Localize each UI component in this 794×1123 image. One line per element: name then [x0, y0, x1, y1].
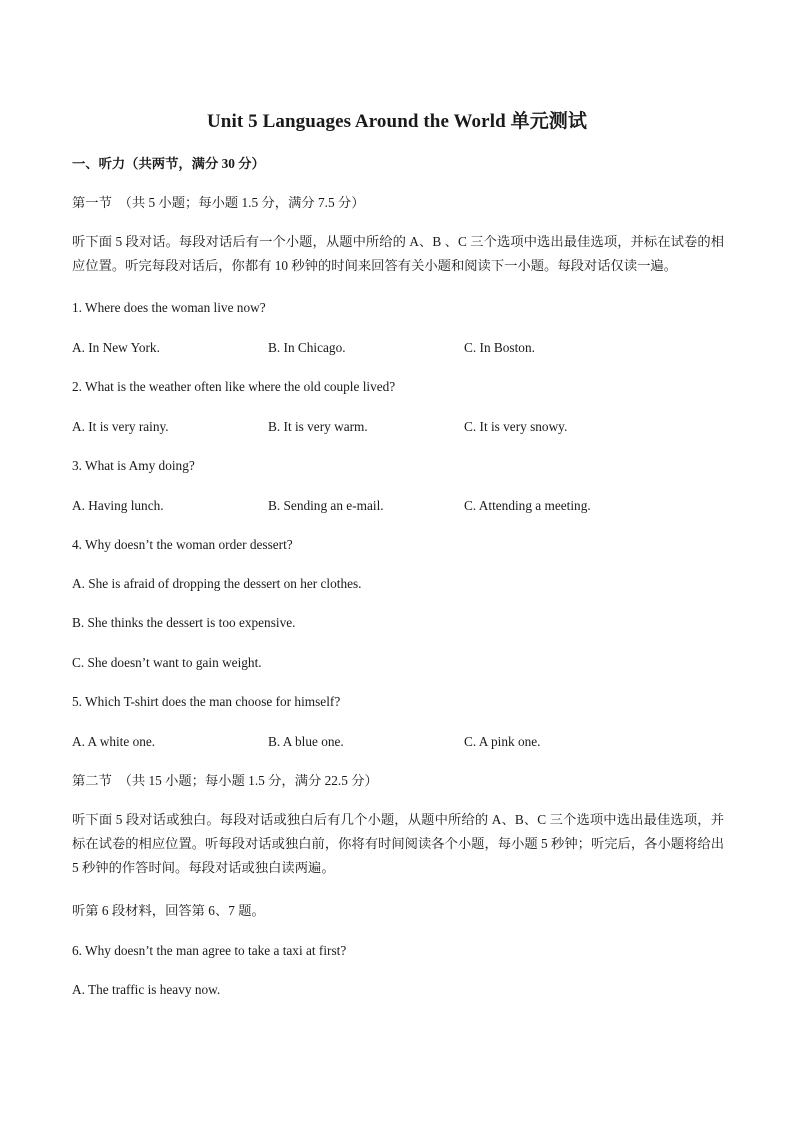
question-2-option-c: C. It is very snowy.	[464, 419, 568, 434]
question-2-option-a: A. It is very rainy.	[72, 419, 169, 434]
question-5-stem: 5. Which T-shirt does the man choose for himself?	[72, 694, 341, 709]
question-1-option-a: A. In New York.	[72, 340, 160, 355]
question-4-option-c: C. She doesn’t want to gain weight.	[72, 655, 262, 670]
question-6-stem: 6. Why doesn’t the man agree to take a taxi at first?	[72, 943, 347, 958]
question-4-option-b: B. She thinks the dessert is too expensive.	[72, 615, 296, 630]
question-2-stem: 2. What is the weather often like where the old couple lived?	[72, 379, 396, 394]
part1-instructions: 听下面 5 段对话。每段对话后有一个小题，从题中所给的 A、B 、C 三个选项中选出最佳选项，并标在试卷的相应位置。听完每段对话后，你都有 10 秒钟的时间来回答有关小题和阅读下一小题。每段对话仅读一遍。	[72, 234, 724, 273]
part1-heading: 第一节 （共 5 小题；每小题 1.5 分，满分 7.5 分）	[72, 195, 365, 210]
part2-heading: 第二节 （共 15 小题；每小题 1.5 分，满分 22.5 分）	[72, 773, 378, 788]
question-1-stem: 1. Where does the woman live now?	[72, 300, 266, 315]
question-5-option-a: A. A white one.	[72, 734, 156, 749]
question-4-option-a: A. She is afraid of dropping the dessert on her clothes.	[72, 576, 362, 591]
question-4-stem: 4. Why doesn’t the woman order dessert?	[72, 537, 293, 552]
section-heading-listening: 一、听力（共两节，满分 30 分）	[72, 156, 265, 171]
question-3-option-c: C. Attending a meeting.	[464, 498, 591, 513]
question-3-stem: 3. What is Amy doing?	[72, 458, 195, 473]
question-2-option-b: B. It is very warm.	[268, 419, 368, 434]
question-6-option-a: A. The traffic is heavy now.	[72, 982, 221, 997]
part2-instructions: 听下面 5 段对话或独白。每段对话或独白后有几个小题，从题中所给的 A、B、C 三个选项中选出最佳选项，并标在试卷的相应位置。听每段对话或独白前，你将有时间阅读各个小题，每小题 5 秒钟；听完后，各小题将给出 5 秒钟的作答时间。每段对话或独白读两遍。	[72, 812, 724, 875]
question-1-option-b: B. In Chicago.	[268, 340, 346, 355]
question-5-option-b: B. A blue one.	[268, 734, 344, 749]
question-3-option-b: B. Sending an e-mail.	[268, 498, 384, 513]
question-3-option-a: A. Having lunch.	[72, 498, 164, 513]
material-6-instruction: 听第 6 段材料，回答第 6、7 题。	[72, 903, 265, 918]
question-5-option-c: C. A pink one.	[464, 734, 541, 749]
document-title: Unit 5 Languages Around the World 单元测试	[206, 111, 587, 132]
question-1-option-c: C. In Boston.	[464, 340, 535, 355]
